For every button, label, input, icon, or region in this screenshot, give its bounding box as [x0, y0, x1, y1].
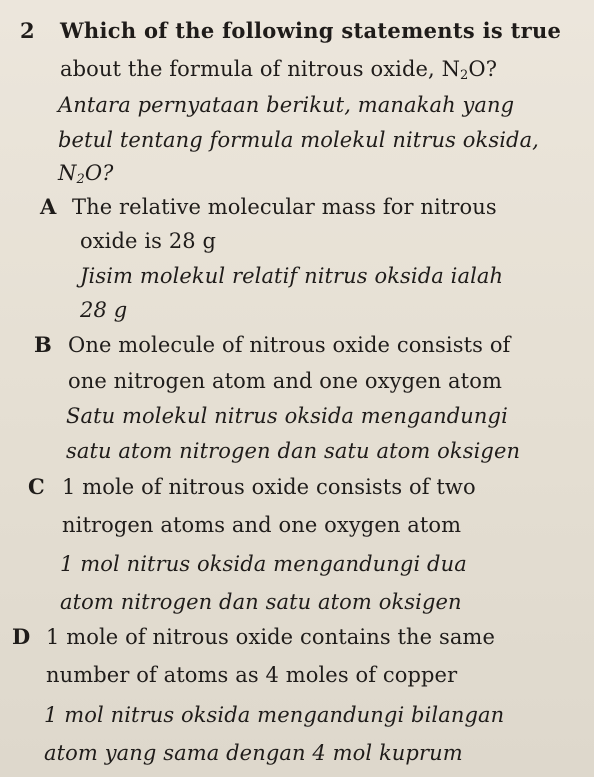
option-a-text-ms-line-2: 28 g: [80, 298, 128, 322]
option-c-text-ms-line-1: 1 mol nitrus oksida mengandungi dua: [60, 552, 467, 576]
question-text-en-line-1: Which of the following statements is true: [60, 18, 562, 43]
option-d-text-en-line-2: number of atoms as 4 moles of copper: [46, 663, 458, 687]
option-a-letter: A: [40, 194, 57, 219]
option-b-text-en-line-1: One molecule of nitrous oxide consists of: [68, 333, 511, 357]
option-c-letter: C: [28, 474, 45, 499]
option-c-text-en-line-2: nitrogen atoms and one oxygen atom: [62, 513, 462, 537]
question-text-ms-line-3-main: N: [58, 161, 77, 185]
question-text-ms-line-3: [58, 160, 114, 186]
option-d-text-ms-line-1: 1 mol nitrus oksida mengandungi bilangan: [44, 703, 505, 727]
subscript-2: 2: [76, 172, 85, 187]
option-d-text-en-line-1: 1 mole of nitrous oxide contains the same: [46, 625, 495, 649]
option-b-letter: B: [34, 332, 52, 357]
question-text-ms-line-2: betul tentang formula molekul nitrus oksida,: [58, 128, 539, 152]
option-a-text-en-line-1: The relative molecular mass for nitrous: [72, 195, 497, 219]
option-d-text-ms-line-2: atom yang sama dengan 4 mol kuprum: [44, 741, 463, 765]
question-text-ms-line-1: Antara pernyataan berikut, manakah yang: [58, 93, 515, 117]
subscript-2: 2: [460, 68, 469, 83]
question-text-en-line-2-end: O?: [468, 57, 498, 81]
question-text-en-line-2: [60, 56, 497, 82]
question-text-ms-line-3-end: O?: [84, 161, 114, 185]
question-number: 2: [20, 18, 35, 43]
option-b-text-ms-line-1: Satu molekul nitrus oksida mengandungi: [66, 404, 508, 428]
option-b-text-ms-line-2: satu atom nitrogen dan satu atom oksigen: [66, 439, 521, 463]
option-c-text-ms-line-2: atom nitrogen dan satu atom oksigen: [60, 590, 462, 614]
option-d-letter: D: [12, 624, 31, 649]
question-text-en-line-2-main: about the formula of nitrous oxide, N: [60, 57, 461, 81]
option-a-text-en-line-2: oxide is 28 g: [80, 229, 217, 253]
option-c-text-en-line-1: 1 mole of nitrous oxide consists of two: [62, 475, 476, 499]
option-b-text-en-line-2: one nitrogen atom and one oxygen atom: [68, 369, 502, 393]
option-a-text-ms-line-1: Jisim molekul relatif nitrus oksida ialah: [80, 264, 504, 288]
